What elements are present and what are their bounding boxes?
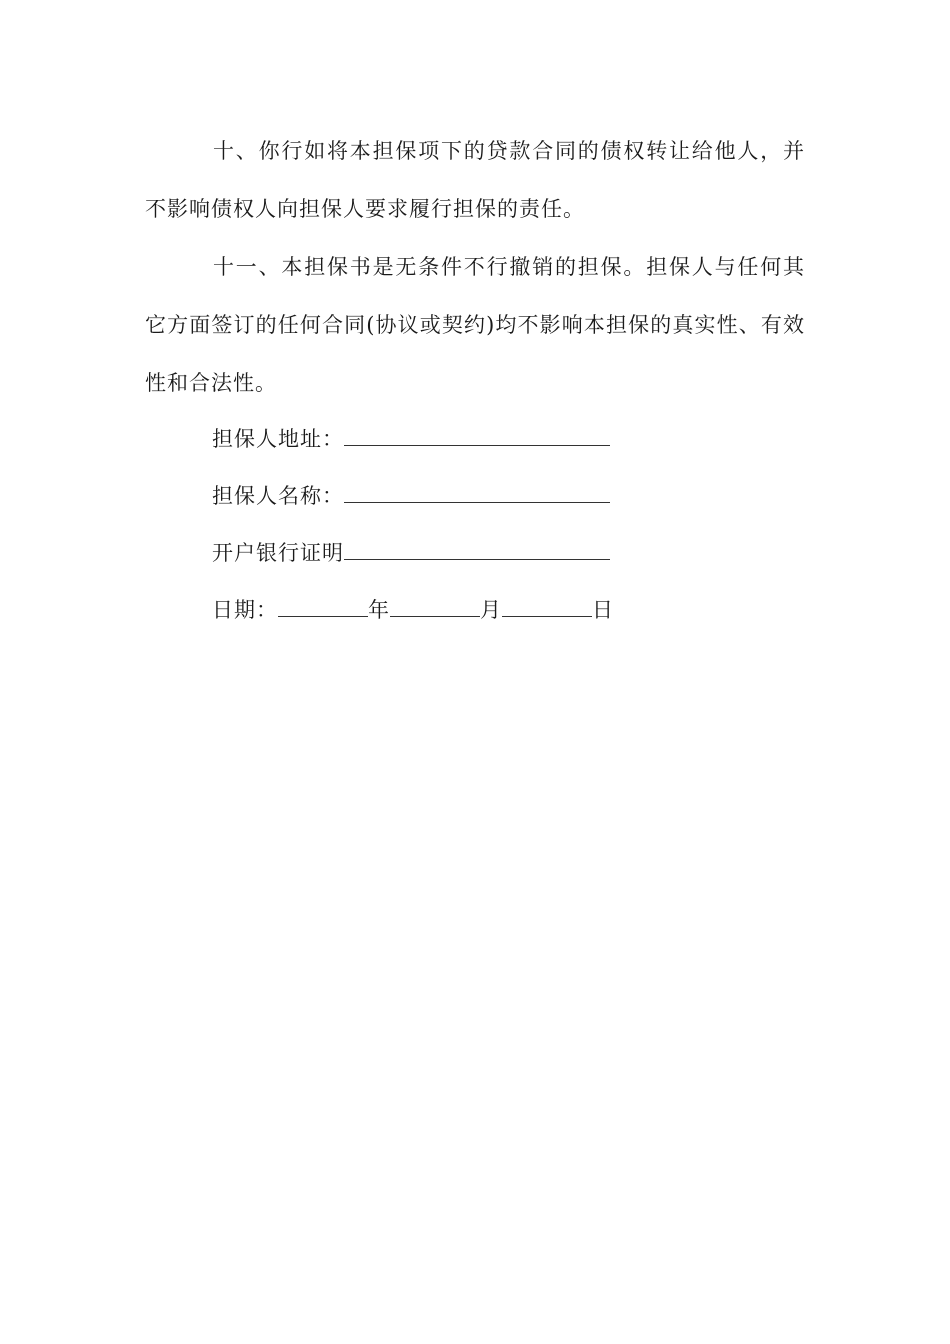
month-label: 月 (480, 598, 502, 622)
bank-certification-field (212, 537, 610, 568)
year-label: 年 (368, 598, 390, 622)
bank-certification-blank (344, 537, 610, 560)
guarantor-name-field (212, 480, 610, 511)
clause-eleven: 十一、本担保书是无条件不行撤销的担保。担保人与任何其它方面签订的任何合同(协议或契约)均不影响本担保的真实性、有效性和合法性。 (145, 255, 805, 395)
day-blank (502, 594, 592, 617)
clause-ten: 十、你行如将本担保项下的贷款合同的债权转让给他人，并不影响债权人向担保人要求履行担保的责任。 (145, 139, 805, 221)
month-blank (390, 594, 480, 617)
guarantor-address-field (212, 423, 610, 454)
date-field (212, 594, 614, 625)
guarantor-name-label: 担保人名称： (212, 484, 344, 508)
bank-certification-label: 开户银行证明 (212, 541, 344, 565)
guarantor-address-blank (344, 423, 610, 446)
guarantor-address-label: 担保人地址： (212, 427, 344, 451)
day-label: 日 (592, 598, 614, 622)
date-label: 日期： (212, 598, 278, 622)
year-blank (278, 594, 368, 617)
guarantor-name-blank (344, 480, 610, 503)
